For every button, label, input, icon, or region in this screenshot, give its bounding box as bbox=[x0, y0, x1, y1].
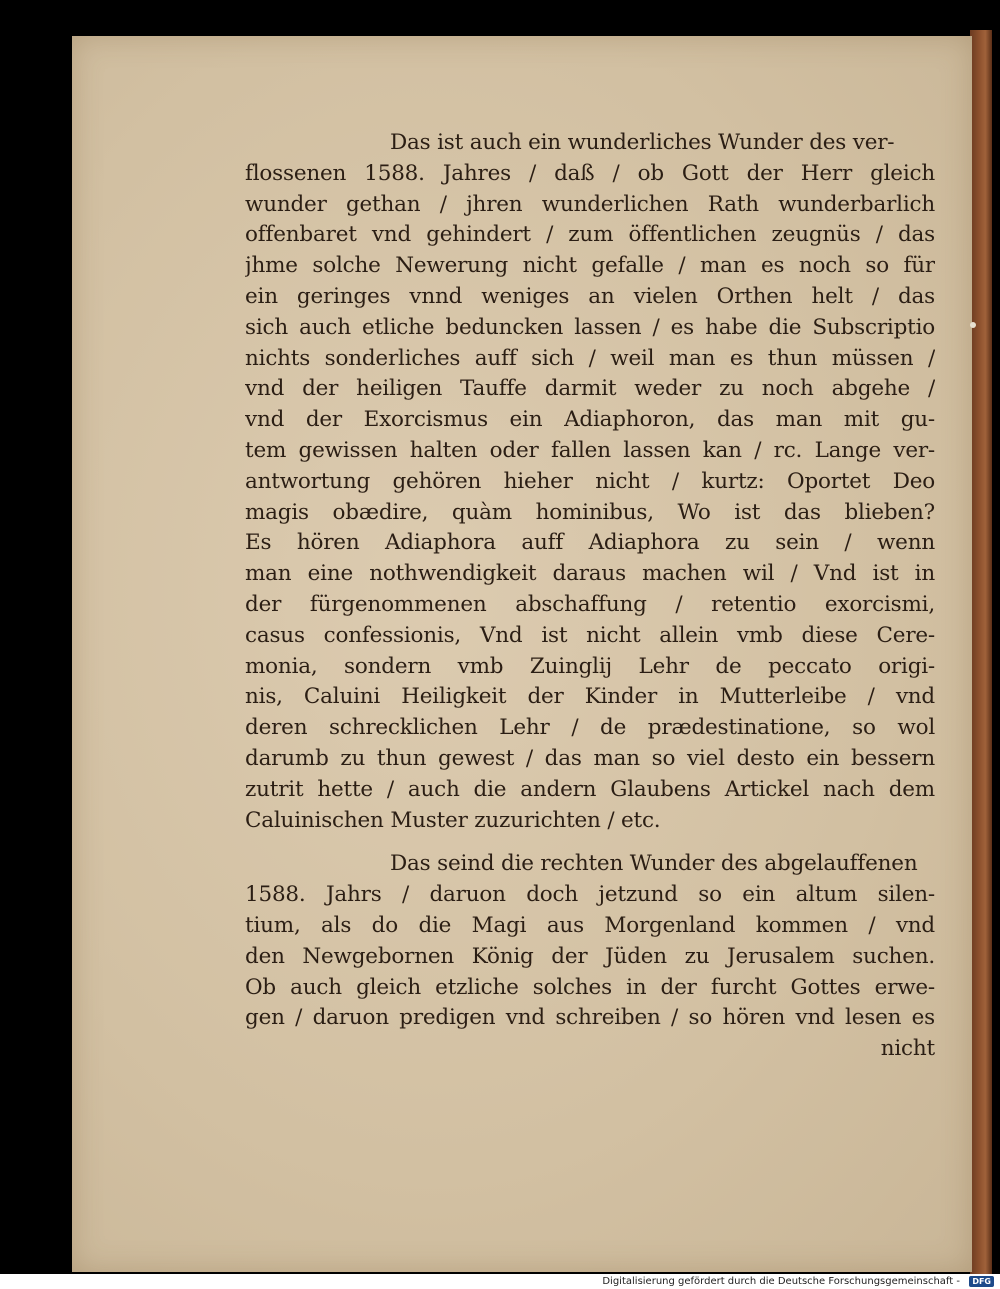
text-line: casus confessionis, Vnd ist nicht allein vmb diese Cere- bbox=[245, 622, 935, 648]
text-line: 1588. Jahrs / daruon doch jetzund so ein altum silen- bbox=[245, 882, 935, 908]
text-line: Das seind die rechten Wunder des abgelauffenen bbox=[390, 851, 918, 877]
text-line: wunder gethan / jhren wunderlichen Rath wunderbarlich bbox=[245, 191, 935, 217]
text-line: den Newgebornen König der Jüden zu Jerusalem suchen. bbox=[245, 943, 935, 969]
text-line: sich auch etliche beduncken lassen / es habe die Subscriptio bbox=[245, 314, 935, 340]
text-line: Caluinischen Muster zuzurichten / etc. bbox=[245, 807, 661, 833]
catchword: nicht bbox=[880, 1036, 935, 1062]
text-line: Es hören Adiaphora auff Adiaphora zu sein / wenn bbox=[245, 530, 935, 556]
paragraph-gap bbox=[245, 836, 935, 849]
text-line: gen / daruon predigen vnd schreiben / so hören vnd lesen es bbox=[245, 1005, 935, 1031]
text-line: man eine nothwendigkeit daraus machen wil / Vnd ist in bbox=[245, 561, 935, 587]
text-line: ein geringes vnnd weniges an vielen Orthen helt / das bbox=[245, 283, 935, 309]
text-line: magis obædire, quàm hominibus, Wo ist das blieben? bbox=[245, 499, 935, 525]
dfg-logo-icon: DFG bbox=[969, 1276, 994, 1287]
text-line: tem gewissen halten oder fallen lassen kan / rc. Lange ver- bbox=[245, 437, 935, 463]
text-line: offenbaret vnd gehindert / zum öffentlichen zeugnüs / das bbox=[245, 222, 935, 248]
text-line: flossenen 1588. Jahres / daß / ob Gott der Herr gleich bbox=[245, 160, 935, 186]
text-line: jhme solche Newerung nicht gefalle / man es noch so für bbox=[245, 253, 935, 279]
margin-mark bbox=[970, 322, 976, 328]
paragraph-1 bbox=[245, 128, 935, 836]
text-line: Das ist auch ein wunderliches Wunder des ver- bbox=[390, 130, 895, 155]
text-line: antwortung gehören hieher nicht / kurtz: Oportet Deo bbox=[245, 468, 935, 494]
text-line: darumb zu thun gewest / das man so viel desto ein bessern bbox=[245, 745, 935, 771]
text-line: monia, sondern vmb Zuinglij Lehr de peccato origi- bbox=[245, 653, 935, 679]
text-line: vnd der Exorcismus ein Adiaphoron, das man mit gu- bbox=[245, 407, 935, 433]
text-line: zutrit hette / auch die andern Glaubens Artickel nach dem bbox=[245, 776, 935, 802]
text-line: Ob auch gleich etzliche solches in der furcht Gottes erwe- bbox=[245, 974, 935, 1000]
book-page-edge bbox=[970, 30, 992, 1275]
text-line: nis, Caluini Heiligkeit der Kinder in Mutterleibe / vnd bbox=[245, 684, 935, 710]
text-line: der fürgenommenen abschaffung / retentio exorcismi, bbox=[245, 591, 935, 617]
text-line: deren schrecklichen Lehr / de prædestinatione, so wol bbox=[245, 715, 935, 741]
page-text bbox=[245, 128, 935, 1065]
paragraph-2 bbox=[245, 849, 935, 1034]
text-line: vnd der heiligen Tauffe darmit weder zu noch abgehe / bbox=[245, 376, 935, 402]
funding-credit: Digitalisierung gefördert durch die Deutsche Forschungsgemeinschaft - bbox=[602, 1276, 960, 1287]
text-line: tium, als do die Magi aus Morgenland kommen / vnd bbox=[245, 912, 935, 938]
text-line: nichts sonderliches auff sich / weil man es thun müssen / bbox=[245, 345, 935, 371]
